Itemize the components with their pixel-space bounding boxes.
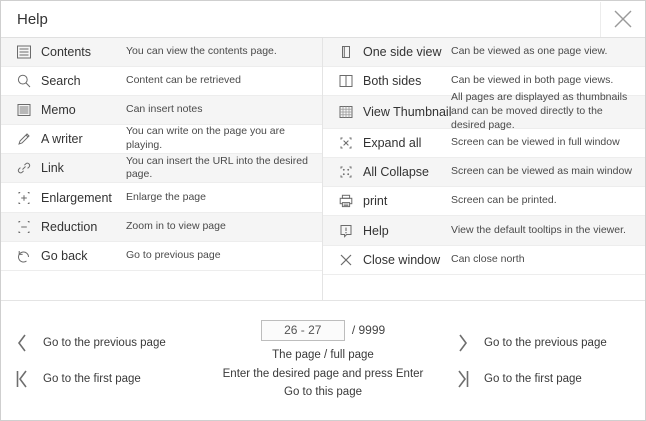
help-row-label-cell bbox=[323, 216, 451, 244]
thumbnail-icon bbox=[337, 103, 355, 121]
help-row-description: You can write on the page you are playing. bbox=[126, 125, 285, 152]
help-row-label: Search bbox=[41, 74, 81, 89]
pager-hint-line-3: Go to this page bbox=[284, 386, 362, 399]
chevron-first-icon bbox=[13, 368, 31, 390]
page-input-row bbox=[261, 320, 385, 341]
first-page-label: Go to the first page bbox=[43, 372, 141, 385]
pager-left-legend bbox=[5, 332, 200, 390]
help-row-label: Go back bbox=[41, 248, 88, 263]
last-page-legend[interactable] bbox=[454, 368, 633, 390]
help-row-label: Link bbox=[41, 161, 64, 176]
help-row-label: A writer bbox=[41, 132, 83, 147]
window-title: Help bbox=[17, 10, 48, 28]
two-page-icon bbox=[337, 72, 355, 90]
help-row-description: Can be viewed in both page views. bbox=[451, 74, 614, 87]
help-row-label: All Collapse bbox=[363, 165, 430, 180]
help-row-reduction[interactable] bbox=[1, 213, 322, 242]
help-row-view-thumbnail[interactable] bbox=[323, 91, 645, 132]
pager-hint-line-1: The page / full page bbox=[272, 348, 374, 361]
help-row-label-cell bbox=[323, 67, 451, 95]
help-row-memo[interactable] bbox=[1, 96, 322, 125]
help-row-close-window[interactable] bbox=[323, 246, 645, 275]
go-back-icon bbox=[15, 247, 33, 265]
help-icon bbox=[337, 222, 355, 240]
help-row-label-cell bbox=[323, 246, 451, 274]
help-row-label: Both sides bbox=[363, 74, 422, 89]
zoom-in-icon bbox=[15, 189, 33, 207]
help-tables bbox=[1, 38, 645, 300]
help-row-contents[interactable] bbox=[1, 38, 322, 67]
titlebar bbox=[1, 1, 645, 38]
help-row-label-cell bbox=[1, 183, 126, 211]
help-row-description: Screen can be printed. bbox=[451, 194, 557, 207]
help-row-label-cell bbox=[1, 125, 126, 153]
memo-icon bbox=[15, 101, 33, 119]
page-total-label: / 9999 bbox=[351, 323, 386, 338]
collapse-icon bbox=[337, 163, 355, 181]
help-row-description: Can close north bbox=[451, 252, 525, 265]
expand-icon bbox=[337, 134, 355, 152]
help-row-help[interactable] bbox=[323, 216, 645, 245]
first-page-legend[interactable] bbox=[13, 368, 192, 390]
help-row-label: Help bbox=[363, 223, 389, 238]
help-row-description: Screen can be viewed as main window bbox=[451, 165, 632, 178]
pager-right-legend bbox=[446, 332, 641, 390]
page-number-input[interactable] bbox=[261, 320, 345, 341]
help-row-label-cell bbox=[323, 187, 451, 215]
help-row-all-collapse[interactable] bbox=[323, 158, 645, 187]
chevron-right-icon bbox=[454, 332, 472, 354]
help-row-label: Contents bbox=[41, 45, 92, 60]
help-row-description: Enlarge the page bbox=[126, 190, 206, 203]
chevron-last-icon bbox=[454, 368, 472, 390]
help-row-label-cell bbox=[1, 154, 126, 182]
close-window-button[interactable] bbox=[600, 2, 645, 37]
help-list-left bbox=[1, 38, 323, 300]
help-row-label: Enlargement bbox=[41, 190, 112, 205]
help-row-label-cell bbox=[323, 129, 451, 157]
help-row-description: View the default tooltips in the viewer. bbox=[451, 223, 626, 236]
pager-footer bbox=[1, 300, 645, 420]
help-row-label: Expand all bbox=[363, 136, 422, 151]
close-icon bbox=[612, 8, 634, 30]
help-row-description: Screen can be viewed in full window bbox=[451, 136, 620, 149]
help-row-label: print bbox=[363, 194, 388, 209]
help-row-link[interactable] bbox=[1, 154, 322, 183]
prev-page-legend[interactable] bbox=[13, 332, 192, 354]
one-page-icon bbox=[337, 43, 355, 61]
pencil-icon bbox=[15, 130, 33, 148]
help-row-label-cell bbox=[1, 67, 126, 95]
help-row-one-side-view[interactable] bbox=[323, 38, 645, 67]
help-row-label-cell bbox=[1, 213, 126, 241]
help-row-description: Content can be retrieved bbox=[126, 74, 241, 87]
close-window-icon bbox=[337, 251, 355, 269]
help-row-description: Can insert notes bbox=[126, 103, 203, 116]
help-row-expand-all[interactable] bbox=[323, 129, 645, 158]
help-row-label-cell bbox=[1, 242, 126, 270]
help-row-label-cell bbox=[1, 96, 126, 124]
help-row-description: You can view the contents page. bbox=[126, 45, 277, 58]
printer-icon bbox=[337, 192, 355, 210]
next-page-label: Go to the previous page bbox=[484, 336, 607, 349]
help-row-label: Close window bbox=[363, 252, 441, 267]
help-row-go-back[interactable] bbox=[1, 242, 322, 271]
help-row-a-writer[interactable] bbox=[1, 125, 322, 154]
next-page-legend[interactable] bbox=[454, 332, 633, 354]
help-row-search[interactable] bbox=[1, 67, 322, 96]
help-row-label-cell bbox=[323, 158, 451, 186]
help-row-label: Reduction bbox=[41, 219, 98, 234]
contents-icon bbox=[15, 43, 33, 61]
help-row-print[interactable] bbox=[323, 187, 645, 216]
help-row-label: One side view bbox=[363, 45, 442, 60]
help-list-right bbox=[323, 38, 645, 300]
help-row-label-cell bbox=[1, 38, 126, 66]
help-row-enlargement[interactable] bbox=[1, 183, 322, 212]
zoom-out-icon bbox=[15, 218, 33, 236]
last-page-label: Go to the first page bbox=[484, 372, 582, 385]
chevron-left-icon bbox=[13, 332, 31, 354]
prev-page-label: Go to the previous page bbox=[43, 336, 166, 349]
help-row-label-cell bbox=[323, 38, 451, 66]
link-icon bbox=[15, 159, 33, 177]
help-row-label: Memo bbox=[41, 103, 76, 118]
pager-center bbox=[200, 320, 446, 401]
help-row-description: Can be viewed as one page view. bbox=[451, 45, 608, 58]
pager-hint-line-2: Enter the desired page and press Enter bbox=[222, 367, 424, 380]
help-row-description: Go to previous page bbox=[126, 248, 221, 261]
help-row-description: Zoom in to view page bbox=[126, 219, 226, 232]
help-row-label-cell bbox=[323, 96, 451, 128]
search-icon bbox=[15, 72, 33, 90]
help-row-description: You can insert the URL into the desired page. bbox=[126, 154, 308, 181]
help-row-label: View Thumbnail bbox=[363, 105, 452, 120]
help-row-description: All pages are displayed as thumbnails and can be moved directly to the desired page. bbox=[451, 91, 628, 132]
